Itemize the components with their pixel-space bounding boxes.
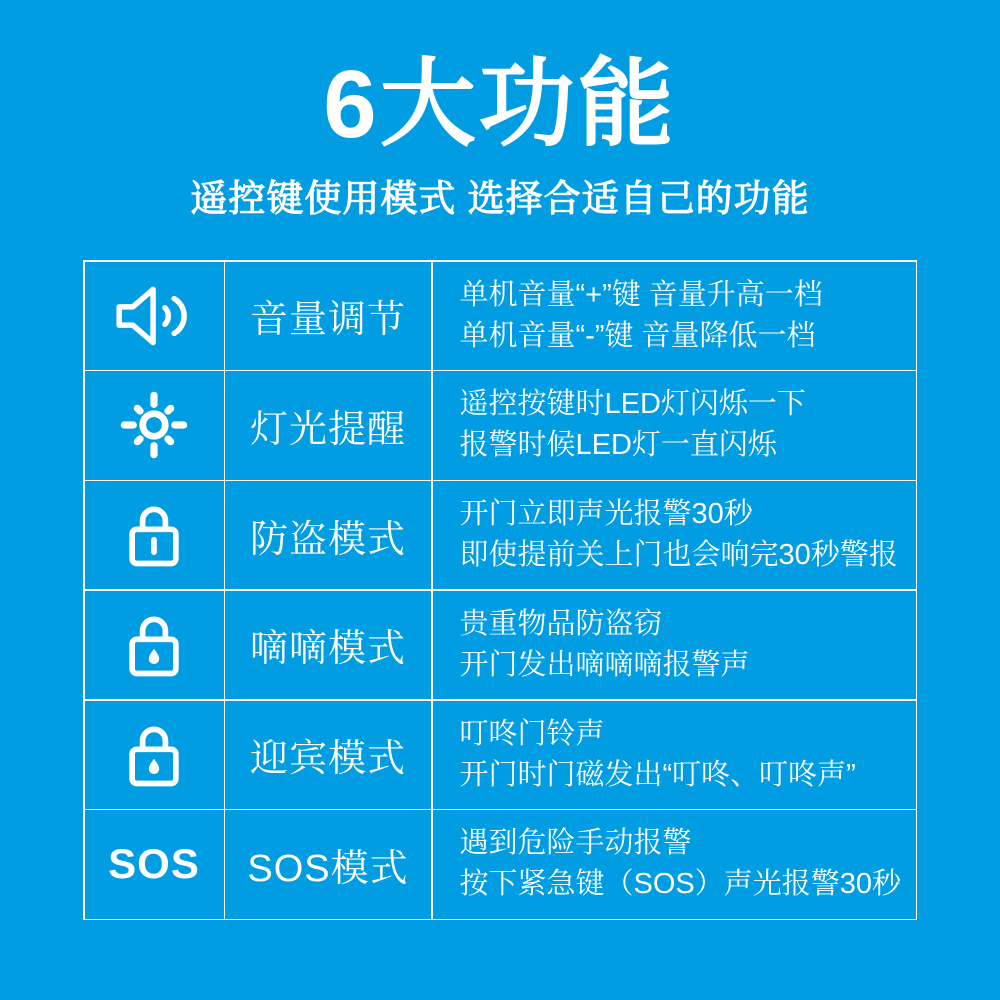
feature-name-antitheft: 防盗模式 (225, 481, 431, 589)
feature-row-didi-icon-cell (85, 591, 224, 699)
feature-row-volume-icon-cell (85, 262, 224, 370)
feature-desc-antitheft (433, 481, 916, 589)
description-line: 开门时门磁发出“叮咚、叮咚声” (459, 758, 856, 791)
description-line: 叮咚门铃声 (459, 717, 605, 750)
description-line: 遇到危险手动报警 (459, 827, 692, 860)
feature-row-light-icon-cell (85, 371, 224, 479)
feature-row-sos-icon-cell (85, 810, 224, 918)
description-line: 单机音量“+”键 音量升高一档 (459, 278, 823, 311)
padlock-icon (116, 497, 192, 573)
description-line: 报警时候LED灯一直闪烁 (459, 429, 777, 462)
description-line: 开门立即声光报警30秒 (459, 498, 753, 531)
description-line: 遥控按键时LED灯闪烁一下 (459, 388, 806, 421)
padlock-drop-icon (116, 607, 192, 683)
feature-desc-volume (433, 262, 916, 370)
speaker-volume-icon (110, 279, 198, 353)
header (0, 0, 1000, 222)
description-line: 按下紧急键（SOS）声光报警30秒 (459, 868, 902, 901)
description-line: 开门发出嘀嘀嘀报警声 (459, 648, 750, 681)
page-title: 6大功能 (323, 51, 677, 158)
page-subtitle: 遥控键使用模式 选择合适自己的功能 (190, 177, 810, 219)
feature-row-antitheft-icon-cell (85, 481, 224, 589)
feature-desc-sos (433, 810, 916, 918)
padlock-drop-icon (116, 717, 192, 793)
feature-desc-light (433, 371, 916, 479)
feature-name-welcome: 迎宾模式 (225, 701, 431, 809)
description-line: 单机音量“-”键 音量降低一档 (459, 319, 816, 352)
feature-name-volume: 音量调节 (225, 262, 431, 370)
feature-table (83, 260, 917, 920)
description-line: 即使提前关上门也会响完30秒警报 (459, 539, 898, 572)
feature-name-didi: 嘀嘀模式 (225, 591, 431, 699)
feature-desc-didi (433, 591, 916, 699)
feature-name-sos: SOS模式 (225, 810, 431, 918)
feature-row-welcome-icon-cell (85, 701, 224, 809)
description-line: 贵重物品防盗窃 (459, 607, 663, 640)
light-sun-icon (118, 389, 190, 461)
sos-text-icon: SOS (108, 840, 200, 888)
feature-desc-welcome (433, 701, 916, 809)
feature-name-light: 灯光提醒 (225, 371, 431, 479)
